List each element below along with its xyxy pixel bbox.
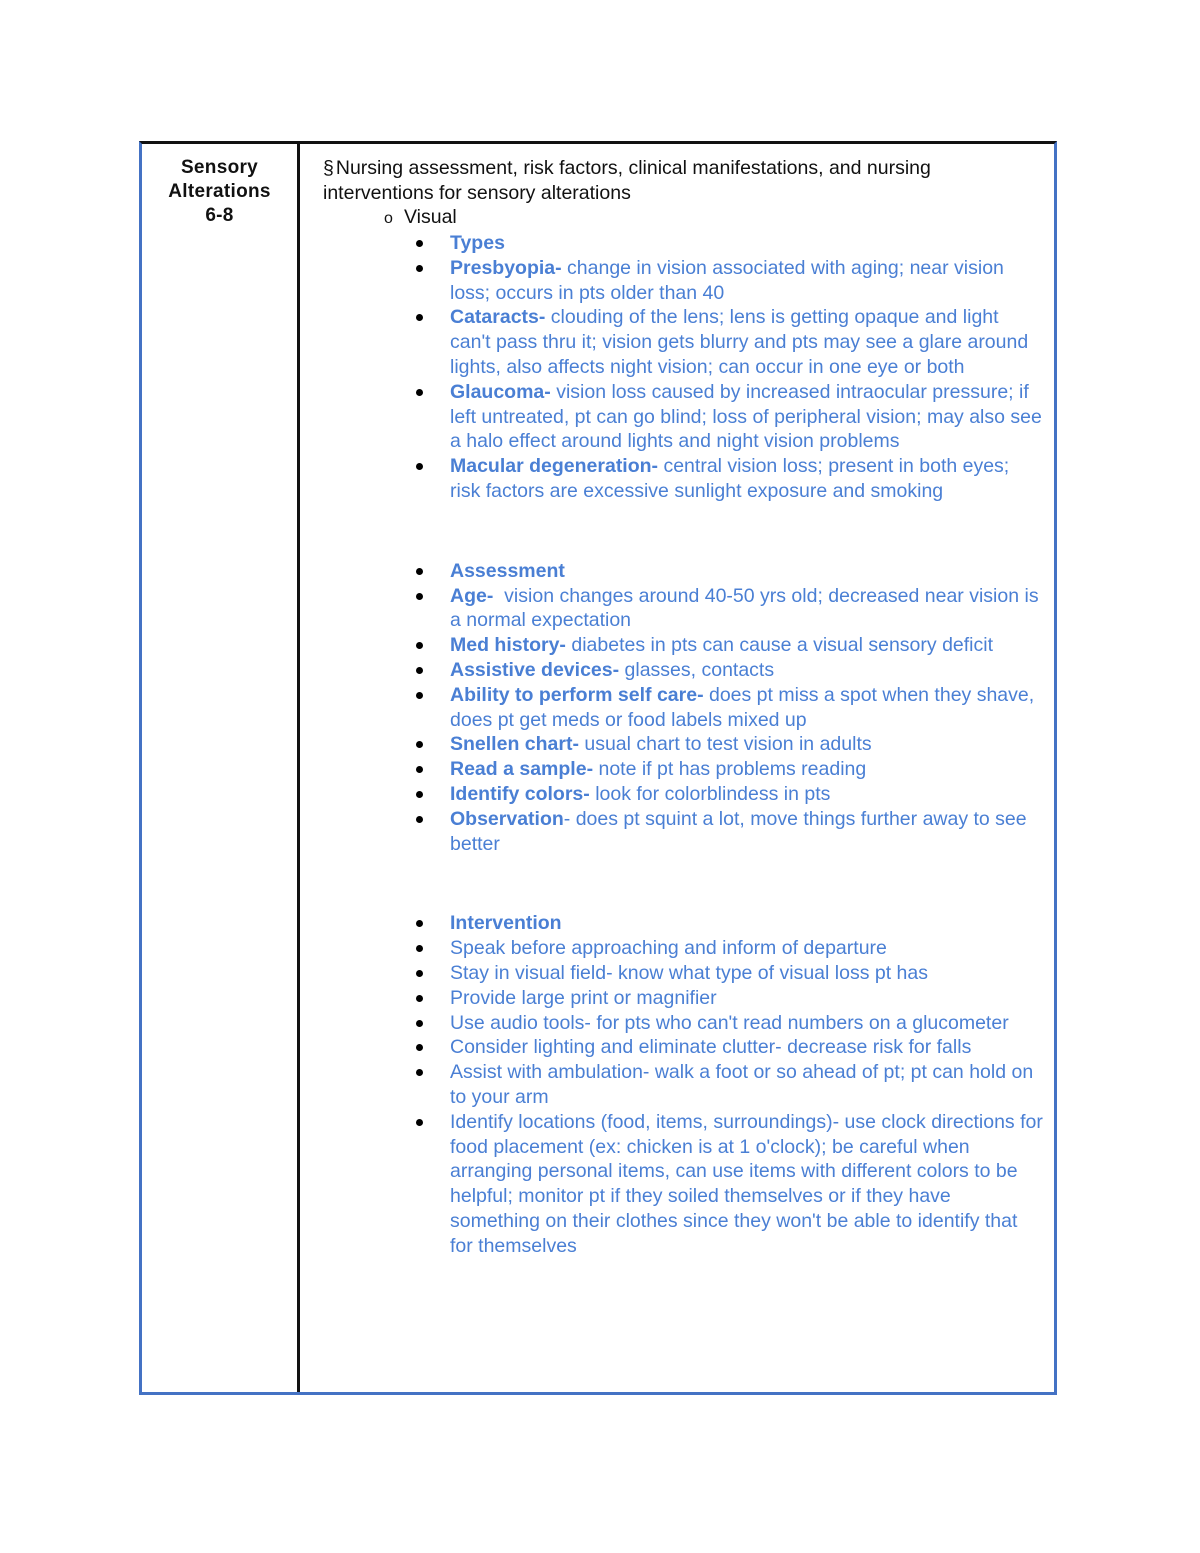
intervention-list-item: [450, 1060, 1044, 1110]
types-list: [323, 231, 1048, 504]
topic-line-3: 6-8: [205, 205, 234, 226]
intervention-list-item: [450, 936, 1044, 961]
item-description: diabetes in pts can cause a visual sensory deficit: [565, 634, 994, 657]
item-term: Assessment: [450, 559, 565, 582]
item-description: usual chart to test vision in adults: [578, 733, 872, 756]
item-term: Types: [450, 232, 505, 254]
item-description: change in vision associated with aging; near vision loss; occurs in pts older than 40: [450, 256, 1010, 304]
item-term: Age-: [450, 584, 494, 607]
item-term: Intervention: [450, 912, 562, 935]
item-description: Stay in visual field- know what type of visual loss pt has: [450, 961, 928, 984]
assessment-list-item: [450, 757, 1044, 782]
item-term: Glaucoma-: [450, 380, 551, 403]
item-term: Med history-: [450, 634, 566, 657]
assessment-list-item: [450, 782, 1044, 807]
notes-table: [139, 141, 1057, 1395]
item-description: - does pt squint a lot, move things further away to see better: [450, 807, 1033, 855]
item-description: glasses, contacts: [619, 658, 775, 681]
intervention-list-item: [450, 986, 1044, 1011]
spacer: [323, 856, 1044, 911]
topic-column: [142, 144, 300, 1392]
type-list-item: [450, 231, 1044, 256]
item-description: note if pt has problems reading: [593, 758, 867, 781]
subheading-visual: [384, 205, 1044, 231]
intervention-list-item: [450, 1110, 1049, 1259]
intervention-list-item: [450, 961, 1044, 986]
item-term: Presbyopia-: [450, 256, 562, 279]
item-description: central vision loss; present in both eyes; risk factors are excessive sunlight exposure and smoking: [450, 455, 1015, 502]
content-column: [303, 144, 1054, 1392]
topic-line-2: Alterations: [168, 181, 271, 202]
item-description: vision changes around 40-50 yrs old; decreased near vision is a normal expectation: [450, 584, 1044, 632]
sub-bullet-marker: o: [384, 210, 393, 227]
item-description: vision loss caused by increased intraocular pressure; if left untreated, pt can go blind; loss of peripheral vision; may also see a halo effect around lights and night vision problems: [450, 380, 1048, 453]
item-description: clouding of the lens; lens is getting opaque and light can't pass thru it; vision gets blurry and pts may see a glare around lights, also affects night vision; can occur in one eye or both: [450, 306, 1034, 378]
item-term: Identify colors-: [450, 782, 590, 805]
assessment-list: [323, 559, 1044, 857]
item-description: look for colorblindess in pts: [589, 782, 831, 805]
assessment-list-item: [450, 807, 1044, 857]
item-term: Observation: [450, 807, 564, 830]
item-description: Use audio tools- for pts who can't read numbers on a glucometer: [450, 1011, 1009, 1034]
item-term: Read a sample-: [450, 758, 594, 781]
item-term: Macular degeneration-: [450, 455, 659, 478]
intervention-list-item: [450, 911, 1044, 936]
intro-text: Nursing assessment, risk factors, clinical manifestations, and nursing interventions for sensory alterations: [323, 157, 931, 204]
topic-heading: [142, 156, 297, 228]
intro-paragraph: [323, 156, 1044, 205]
item-term: Cataracts-: [450, 306, 546, 329]
assessment-list-item: [450, 683, 1044, 733]
item-term: Assistive devices-: [450, 658, 620, 681]
item-term: Ability to perform self care-: [450, 683, 704, 706]
item-description: does pt miss a spot when they shave, does pt get meds or food labels mixed up: [450, 683, 1040, 731]
item-description: Identify locations (food, items, surroundings)- use clock directions for food placement (ex: chicken is at 1 o'clock); be careful when arranging personal items, can use items with different colors to be helpful; monitor pt if they soiled themselves or if they have something on their clothes since they won't be able to identify that for themselves: [450, 1110, 1049, 1257]
item-description: Consider lighting and eliminate clutter- decrease risk for falls: [450, 1036, 972, 1059]
assessment-list-item: [450, 732, 1044, 757]
assessment-list-item: [450, 584, 1044, 634]
sub-label: Visual: [404, 206, 457, 228]
section-symbol: §: [323, 157, 334, 179]
type-list-item: [450, 380, 1048, 454]
type-list-item: [450, 305, 1044, 379]
intervention-list: [323, 911, 1049, 1258]
assessment-list-item: [450, 633, 1044, 658]
intervention-list-item: [450, 1011, 1044, 1036]
spacer: [323, 504, 1044, 559]
item-description: Provide large print or magnifier: [450, 986, 717, 1009]
assessment-list-item: [450, 559, 1044, 584]
type-list-item: [450, 256, 1044, 306]
intervention-list-item: [450, 1035, 1044, 1060]
item-description: Speak before approaching and inform of departure: [450, 937, 887, 960]
item-term: Snellen chart-: [450, 733, 579, 756]
assessment-list-item: [450, 658, 1044, 683]
item-description: Assist with ambulation- walk a foot or so ahead of pt; pt can hold on to your arm: [450, 1061, 1039, 1108]
topic-line-1: Sensory: [180, 157, 259, 178]
type-list-item: [450, 454, 1044, 504]
